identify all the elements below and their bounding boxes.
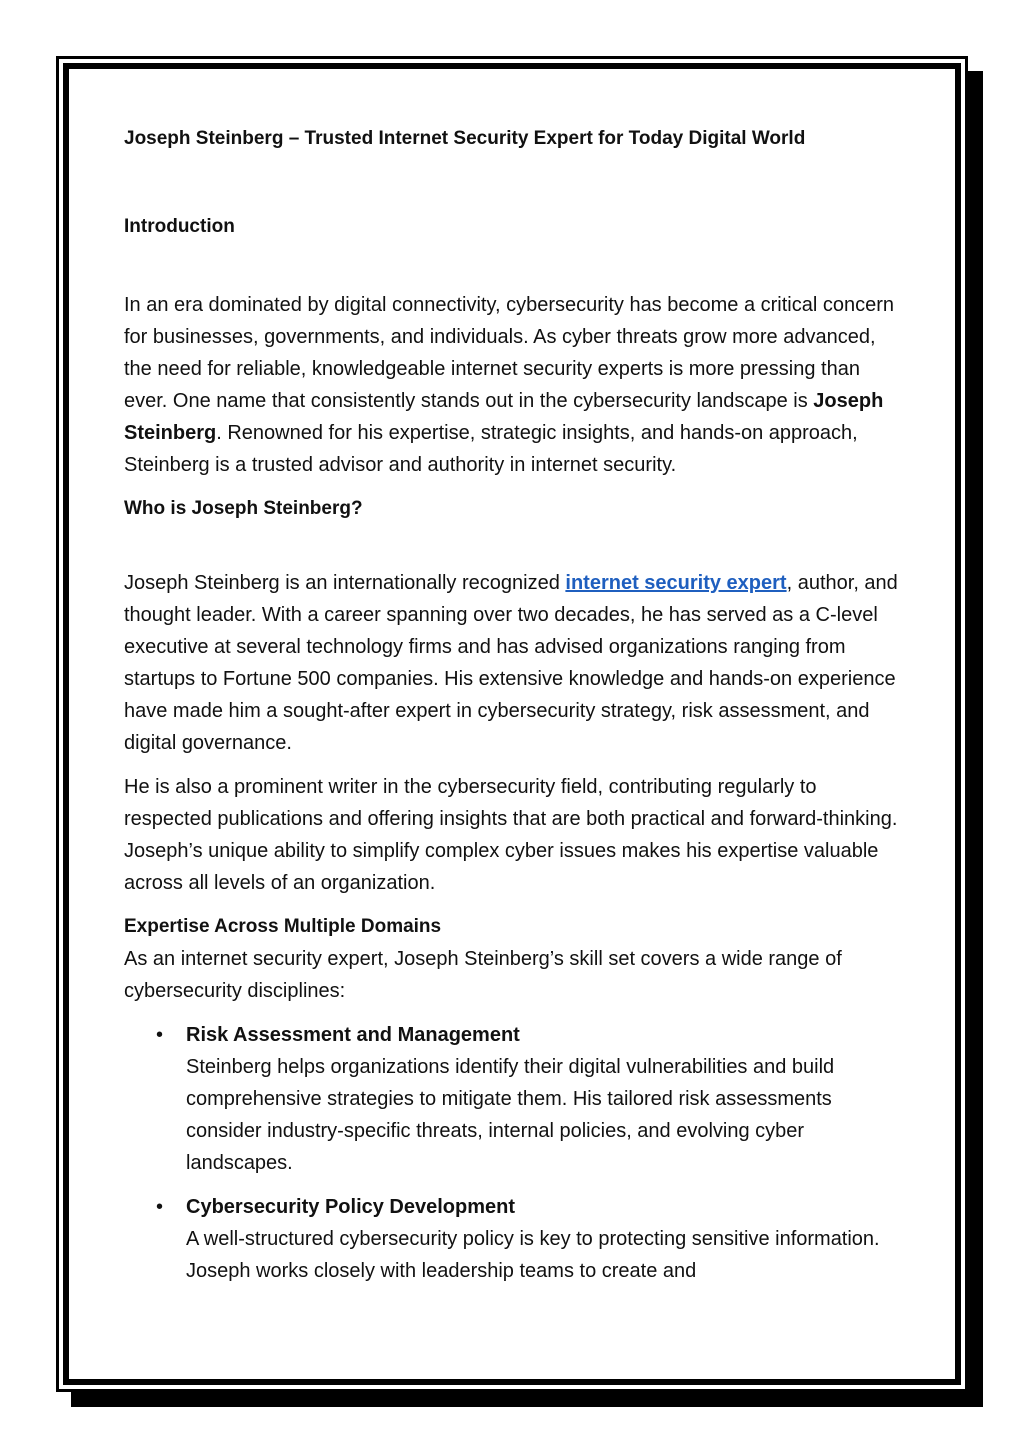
document-title: Joseph Steinberg – Trusted Internet Security Expert for Today Digital World [124, 128, 806, 149]
intro-text-end: . Renowned for his expertise, strategic insights, and hands-on approach, Steinberg is a trusted advisor and authority in internet security. [124, 422, 858, 476]
document-body [124, 123, 904, 1287]
intro-bold-name: Joseph Steinberg [124, 390, 884, 444]
who-paragraph-1 [124, 567, 904, 759]
internet-security-expert-link[interactable]: internet security expert [565, 572, 787, 594]
who-text: Joseph Steinberg is an internationally recognized [124, 572, 566, 594]
list-item-title: • Risk Assessment and Management [186, 1024, 520, 1046]
expertise-list [124, 1019, 904, 1287]
list-item [124, 1019, 904, 1179]
list-item-title: • Cybersecurity Policy Development [186, 1196, 516, 1218]
introduction-paragraph [124, 289, 904, 481]
list-item-text: Steinberg helps organizations identify their digital vulnerabilities and build comprehensive strategies to mitigate them. His tailored risk assessments consider industry-specific threats, internal policies, and evolving cyber landscapes. [186, 1056, 835, 1174]
expertise-intro: As an internet security expert, Joseph Steinberg’s skill set covers a wide range of cybersecurity disciplines: [124, 948, 842, 1002]
list-item [124, 1191, 904, 1287]
list-item-text: A well-structured cybersecurity policy is key to protecting sensitive information. Joseph works closely with leadership teams to create and [186, 1228, 880, 1282]
who-heading: Who is Joseph Steinberg? [124, 498, 363, 519]
intro-text: In an era dominated by digital connectivity, cybersecurity has become a critical concern for businesses, governments, and individuals. As cyber threats grow more advanced, the need for reliable, knowledgeable internet security experts is more pressing than ever. One name that consistently stands out in the cybersecurity landscape is [124, 294, 895, 412]
who-text-end: , author, and thought leader. With a career spanning over two decades, he has served as a C-level executive at several technology firms and has advised organizations ranging from startups to Fortune 500 companies. His extensive knowledge and hands-on experience have made him a sought-after expert in cybersecurity strategy, risk assessment, and digital governance. [124, 572, 898, 754]
who-paragraph-2: He is also a prominent writer in the cybersecurity field, contributing regularly to respected publications and offering insights that are both practical and forward-thinking. Joseph’s unique ability to simplify complex cyber issues makes his expertise valuable across all levels of an organization. [124, 776, 898, 894]
introduction-heading: Introduction [124, 216, 235, 237]
expertise-heading: Expertise Across Multiple Domains [124, 916, 442, 937]
